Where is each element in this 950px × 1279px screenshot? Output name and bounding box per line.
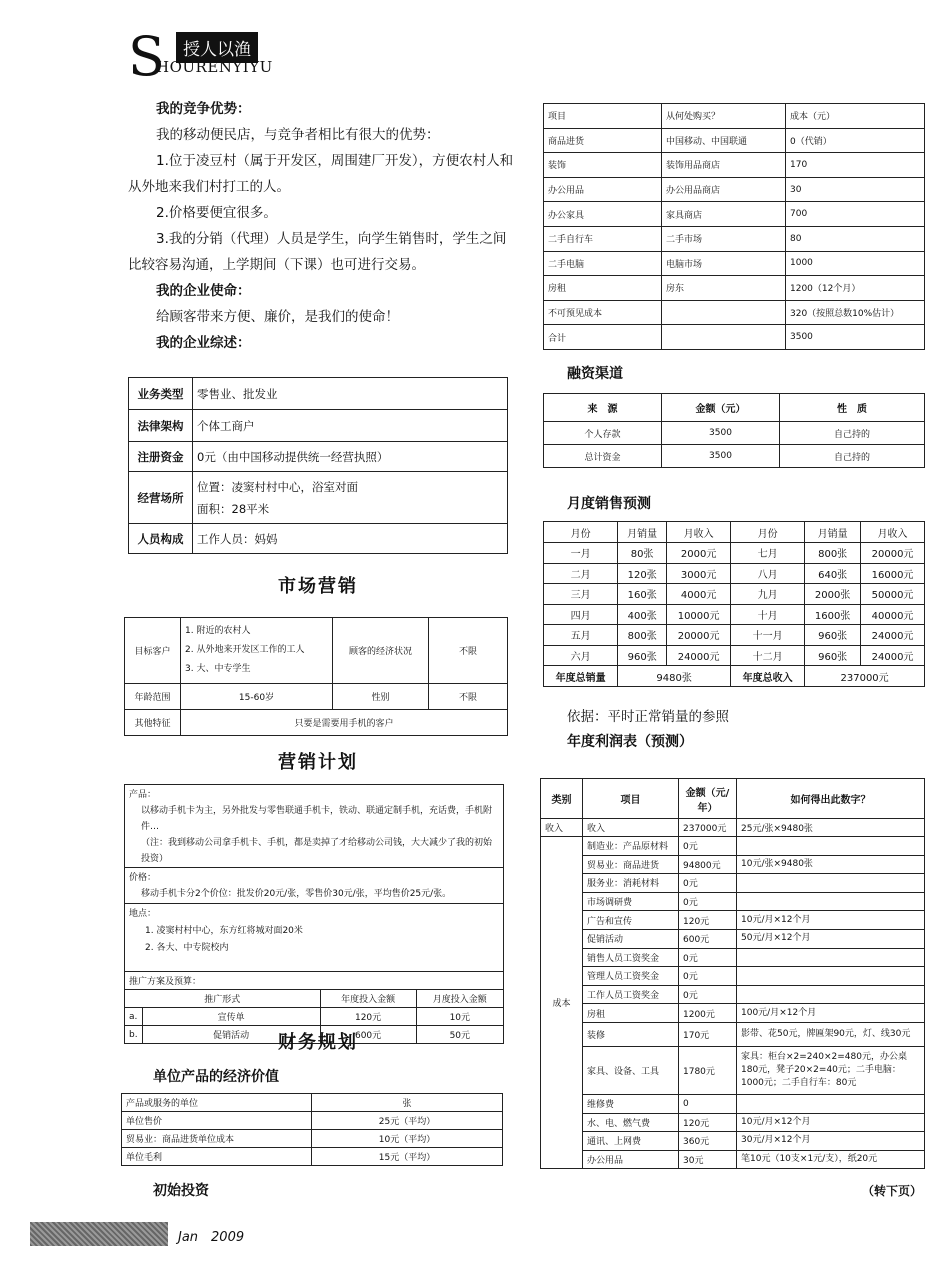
cost-row (541, 855, 925, 874)
sales-cell: 十一月 (731, 625, 805, 646)
sales-cell: 960张 (618, 645, 667, 666)
sales-row (544, 563, 925, 584)
econ-value: 不限 (429, 618, 508, 684)
sales-cell: 2000张 (805, 584, 861, 605)
cost-cell: 600元 (679, 929, 737, 948)
cost-cell: 服务业：消耗材料 (583, 874, 679, 893)
sales-cell: 800张 (805, 543, 861, 564)
sales-cell: 二月 (544, 563, 618, 584)
cost-row (541, 837, 925, 856)
cost-row (541, 1132, 925, 1151)
investment-cell: 30 (786, 177, 925, 202)
unit-label: 单位售价 (122, 1112, 312, 1130)
cost-cell: 1200元 (679, 1004, 737, 1023)
overview-row (129, 472, 508, 524)
sales-header: 月收入 (667, 522, 731, 543)
profit-header: 项目 (583, 779, 679, 819)
cost-cell: 10元/月×12个月 (737, 911, 925, 930)
overview-value (193, 472, 508, 524)
cost-cell: 120元 (679, 911, 737, 930)
overview-value-line: 零售业、批发业 (197, 386, 278, 401)
sales-header: 月销量 (805, 522, 861, 543)
sales-cell: 20000元 (861, 543, 925, 564)
unit-value: 15元（平均） (312, 1148, 503, 1166)
sales-cell: 4000元 (667, 584, 731, 605)
cost-cell (737, 837, 925, 856)
investment-cell: 房东 (662, 276, 786, 301)
investment-cell: 家具商店 (662, 202, 786, 227)
funding-cell: 总计资金 (544, 445, 662, 468)
income-cell: 237000元 (679, 819, 737, 837)
unit-value-title: 单位产品的经济价值 (153, 1069, 279, 1085)
cost-cell (737, 948, 925, 967)
sales-cell: 50000元 (861, 584, 925, 605)
cost-cell: 170元 (679, 1022, 737, 1046)
cost-cell (737, 985, 925, 1004)
promo-label: 推广方案及预算： (125, 972, 504, 990)
cost-cell: 120元 (679, 1113, 737, 1132)
plan-table (124, 784, 504, 1044)
sales-row (544, 625, 925, 646)
cost-cell: 30元 (679, 1150, 737, 1169)
funding-row (544, 422, 925, 445)
cost-cell: 办公用品 (583, 1150, 679, 1169)
overview-value-line: 面积：28平米 (197, 501, 270, 516)
cost-row (541, 1046, 925, 1094)
cost-cell (737, 892, 925, 911)
investment-row (544, 251, 925, 276)
basis-text: 依据：平时正常销量的参照 (567, 709, 729, 725)
cost-cell: 50元/月×12个月 (737, 929, 925, 948)
overview-row (129, 442, 508, 472)
cost-cell: 94800元 (679, 855, 737, 874)
cost-row (541, 1094, 925, 1113)
profit-table (540, 778, 925, 1169)
target-item: 3. 大、中专学生 (185, 664, 251, 674)
sales-cell: 2000元 (667, 543, 731, 564)
sales-header: 月份 (544, 522, 618, 543)
investment-table (543, 103, 925, 350)
unit-label: 贸易业：商品进货单位成本 (122, 1130, 312, 1148)
overview-row (129, 410, 508, 442)
cost-category: 成本 (541, 837, 583, 1169)
product-line-2: （注：我到移动公司拿手机卡、手机，都是卖掉了才给移动公司钱，大大减少了我的初始投资） (141, 838, 493, 864)
investment-cell: 中国移动、中国联通 (662, 128, 786, 153)
plan-product (125, 785, 504, 868)
annual-income-value: 237000元 (805, 666, 925, 687)
investment-cell (662, 325, 786, 350)
intro-section (128, 96, 516, 356)
overview-value (193, 442, 508, 472)
overview-key: 注册资金 (129, 442, 193, 472)
sales-cell: 960张 (805, 625, 861, 646)
sales-cell: 800张 (618, 625, 667, 646)
cost-row (541, 1004, 925, 1023)
cost-cell (737, 1094, 925, 1113)
annual-volume-value: 9480张 (618, 666, 731, 687)
cost-cell: 维修费 (583, 1094, 679, 1113)
place-2: 2. 各大、中专院校内 (145, 943, 229, 953)
unit-label: 单位毛利 (122, 1148, 312, 1166)
unit-value: 张 (312, 1094, 503, 1112)
unit-label: 产品或服务的单位 (122, 1094, 312, 1112)
cost-cell: 通讯、上网费 (583, 1132, 679, 1151)
promo-header: 年度投入金额 (320, 990, 416, 1008)
cost-row (541, 985, 925, 1004)
sales-cell: 三月 (544, 584, 618, 605)
sales-cell: 3000元 (667, 563, 731, 584)
overview-value (193, 410, 508, 442)
unit-value-table (121, 1093, 503, 1166)
target-item: 1. 附近的农村人 (185, 626, 251, 636)
cost-cell: 市场调研费 (583, 892, 679, 911)
sales-title: 月度销售预测 (567, 496, 651, 512)
plan-price (125, 868, 504, 904)
promo-monthly: 10元 (416, 1008, 503, 1026)
cost-cell: 笔10元（10支×1元/支），纸20元 (737, 1150, 925, 1169)
cost-row (541, 1022, 925, 1046)
sales-row (544, 604, 925, 625)
overview-key: 人员构成 (129, 524, 193, 554)
funding-cell: 来 源 (544, 394, 662, 422)
investment-cell: 二手市场 (662, 226, 786, 251)
promo-annual: 120元 (320, 1008, 416, 1026)
sales-header: 月销量 (618, 522, 667, 543)
overview-value (193, 378, 508, 410)
overview-key: 业务类型 (129, 378, 193, 410)
cost-cell: 销售人员工资奖金 (583, 948, 679, 967)
cost-cell: 0元 (679, 874, 737, 893)
unit-row (122, 1094, 503, 1112)
unit-row (122, 1112, 503, 1130)
sales-cell: 20000元 (667, 625, 731, 646)
cost-cell: 360元 (679, 1132, 737, 1151)
cost-cell: 100元/月×12个月 (737, 1004, 925, 1023)
price-text: 移动手机卡分2个价位：批发价20元/张，零售价30元/张，平均售价25元/张。 (141, 889, 452, 899)
investment-row (544, 177, 925, 202)
sales-row (544, 543, 925, 564)
advantage-title: 我的竞争优势： (156, 101, 251, 117)
funding-cell: 自己持的 (780, 422, 925, 445)
cost-row (541, 874, 925, 893)
cost-row (541, 1113, 925, 1132)
funding-cell: 自己持的 (780, 445, 925, 468)
cost-cell: 家具、设备、工具 (583, 1046, 679, 1094)
overview-value-line: 工作人员：妈妈 (197, 531, 278, 546)
sales-cell: 一月 (544, 543, 618, 564)
footer-date: Jan 2009 (178, 1230, 245, 1245)
cost-cell: 制造业：产品原材料 (583, 837, 679, 856)
footer-bar (30, 1222, 168, 1246)
age-value: 15-60岁 (181, 684, 333, 710)
sales-cell: 1600张 (805, 604, 861, 625)
annual-volume-label: 年度总销量 (544, 666, 618, 687)
mission-text: 给顾客带来方便、廉价，是我们的使命！ (156, 309, 399, 325)
investment-cell: 电脑市场 (662, 251, 786, 276)
investment-cell: 装饰用品商店 (662, 153, 786, 178)
investment-row (544, 128, 925, 153)
overview-key: 经营场所 (129, 472, 193, 524)
unit-value: 10元（平均） (312, 1130, 503, 1148)
marketing-heading: 市场营销 (278, 576, 358, 597)
unit-row (122, 1130, 503, 1148)
sales-cell: 24000元 (861, 645, 925, 666)
funding-cell: 金额（元） (662, 394, 780, 422)
investment-cell: 80 (786, 226, 925, 251)
cost-cell: 家具：柜台×2=240×2=480元，办公桌180元，凳子20×2=40元；二手电脑：1000元；二手自行车：80元 (737, 1046, 925, 1094)
cost-row (541, 929, 925, 948)
investment-cell: 房租 (544, 276, 662, 301)
profit-header: 类别 (541, 779, 583, 819)
investment-cell: 项目 (544, 104, 662, 129)
unit-row (122, 1148, 503, 1166)
overview-title: 我的企业综述： (156, 335, 251, 351)
target-item: 2. 从外地来开发区工作的工人 (185, 645, 305, 655)
investment-row (544, 300, 925, 325)
promo-index: b. (125, 1026, 143, 1044)
investment-cell: 二手自行车 (544, 226, 662, 251)
overview-key: 法律架构 (129, 410, 193, 442)
investment-cell: 3500 (786, 325, 925, 350)
sales-cell: 七月 (731, 543, 805, 564)
age-label: 年龄范围 (125, 684, 181, 710)
product-label: 产品： (129, 790, 157, 800)
sales-cell: 十月 (731, 604, 805, 625)
investment-cell: 1000 (786, 251, 925, 276)
funding-row (544, 394, 925, 422)
cost-row (541, 892, 925, 911)
sales-cell: 十二月 (731, 645, 805, 666)
sales-cell: 八月 (731, 563, 805, 584)
investment-row (544, 104, 925, 129)
sales-row (544, 645, 925, 666)
promo-form: 促销活动 (142, 1026, 320, 1044)
investment-cell: 办公用品商店 (662, 177, 786, 202)
cost-cell: 促销活动 (583, 929, 679, 948)
funding-cell: 个人存款 (544, 422, 662, 445)
sales-row (544, 584, 925, 605)
funding-cell: 性 质 (780, 394, 925, 422)
investment-cell: 170 (786, 153, 925, 178)
advantage-1: 1.位于凌豆村（属于开发区，周围建厂开发），方便农村人和从外地来我们村打工的人。 (128, 153, 514, 195)
market-table (124, 617, 508, 736)
finance-heading: 财务规划 (278, 1032, 358, 1053)
investment-row (544, 202, 925, 227)
sales-cell: 160张 (618, 584, 667, 605)
investment-cell: 合计 (544, 325, 662, 350)
promo-monthly: 50元 (416, 1026, 503, 1044)
funding-row (544, 445, 925, 468)
funding-table (543, 393, 925, 468)
investment-cell: 成本（元） (786, 104, 925, 129)
sales-table (543, 521, 925, 687)
cost-row (541, 948, 925, 967)
sales-cell: 640张 (805, 563, 861, 584)
cost-row (541, 1150, 925, 1169)
funding-cell: 3500 (662, 422, 780, 445)
plan-place (125, 904, 504, 972)
cost-cell: 工作人员工资奖金 (583, 985, 679, 1004)
other-value: 只要是需要用手机的客户 (181, 710, 508, 736)
continue-note: （转下页） (862, 1184, 923, 1198)
sales-cell: 960张 (805, 645, 861, 666)
overview-row (129, 378, 508, 410)
cost-cell (737, 874, 925, 893)
promo-header: 月度投入金额 (416, 990, 503, 1008)
sales-cell: 80张 (618, 543, 667, 564)
annual-income-label: 年度总收入 (731, 666, 805, 687)
investment-cell: 不可预见成本 (544, 300, 662, 325)
cost-cell: 1780元 (679, 1046, 737, 1094)
sales-cell: 16000元 (861, 563, 925, 584)
initial-investment-title: 初始投资 (153, 1183, 209, 1199)
sales-cell: 四月 (544, 604, 618, 625)
investment-cell: 装饰 (544, 153, 662, 178)
profit-header: 如何得出此数字？ (737, 779, 925, 819)
funding-title: 融资渠道 (567, 366, 623, 382)
other-label: 其他特征 (125, 710, 181, 736)
investment-cell: 1200（12个月） (786, 276, 925, 301)
cost-row (541, 967, 925, 986)
profit-header: 金额（元/年） (679, 779, 737, 819)
plan-heading: 营销计划 (278, 752, 358, 773)
overview-table (128, 377, 508, 554)
sales-cell: 五月 (544, 625, 618, 646)
overview-row (129, 524, 508, 554)
gender-label: 性别 (333, 684, 429, 710)
funding-cell: 3500 (662, 445, 780, 468)
sales-cell: 24000元 (667, 645, 731, 666)
cost-cell: 房租 (583, 1004, 679, 1023)
cost-cell: 水、电、燃气费 (583, 1113, 679, 1132)
logo-letter: S (128, 25, 165, 88)
logo-box-text: 授人以渔 (176, 32, 258, 63)
advantage-intro: 我的移动便民店，与竞争者相比有很大的优势： (156, 127, 440, 143)
sales-header: 月收入 (861, 522, 925, 543)
cost-cell: 装修 (583, 1022, 679, 1046)
income-cell: 25元/张×9480张 (737, 819, 925, 837)
cost-cell (737, 967, 925, 986)
cost-cell: 0 (679, 1094, 737, 1113)
cost-cell: 10元/月×12个月 (737, 1113, 925, 1132)
sales-cell: 400张 (618, 604, 667, 625)
promo-index: a. (125, 1008, 143, 1026)
sales-total-row (544, 666, 925, 687)
cost-cell: 贸易业：商品进货 (583, 855, 679, 874)
investment-row (544, 153, 925, 178)
econ-label: 顾客的经济状况 (333, 618, 429, 684)
cost-cell: 0元 (679, 948, 737, 967)
investment-cell: 0（代销） (786, 128, 925, 153)
overview-value (193, 524, 508, 554)
investment-cell: 二手电脑 (544, 251, 662, 276)
sales-cell: 24000元 (861, 625, 925, 646)
cost-cell: 广告和宣传 (583, 911, 679, 930)
investment-row (544, 276, 925, 301)
sales-cell: 40000元 (861, 604, 925, 625)
sales-header: 月份 (731, 522, 805, 543)
target-label: 目标客户 (125, 618, 181, 684)
place-label: 地点： (129, 909, 157, 919)
income-cell: 收入 (541, 819, 583, 837)
sales-cell: 120张 (618, 563, 667, 584)
promo-form: 宣传单 (142, 1008, 320, 1026)
advantage-3: 3.我的分销（代理）人员是学生，向学生销售时，学生之间比较容易沟通，上学期间（下课）也可进行交易。 (128, 231, 507, 273)
cost-cell: 0元 (679, 985, 737, 1004)
investment-cell: 商品进货 (544, 128, 662, 153)
product-line-1: 以移动手机卡为主，另外批发与零售联通手机卡，铁动、联通定制手机，充话费，手机附件… (141, 806, 493, 832)
cost-cell: 影带、花50元，牌匾架90元，灯、线30元 (737, 1022, 925, 1046)
cost-cell: 0元 (679, 892, 737, 911)
promo-annual: 600元 (320, 1026, 416, 1044)
unit-value: 25元（平均） (312, 1112, 503, 1130)
sales-cell: 九月 (731, 584, 805, 605)
cost-cell: 0元 (679, 967, 737, 986)
sales-cell: 10000元 (667, 604, 731, 625)
cost-cell: 0元 (679, 837, 737, 856)
place-1: 1. 凌窦村村中心，东方红将城对面20米 (145, 926, 303, 936)
target-list (181, 618, 333, 684)
promo-header: 推广形式 (125, 990, 321, 1008)
advantage-2: 2.价格要便宜很多。 (156, 205, 277, 221)
overview-value-line: 0元（由中国移动提供统一经营执照） (197, 449, 389, 464)
income-row (541, 819, 925, 837)
overview-value-line: 个体工商户 (197, 418, 255, 433)
logo-subtitle: HOURENYIYU (156, 58, 273, 76)
investment-cell: 700 (786, 202, 925, 227)
investment-cell: 办公家具 (544, 202, 662, 227)
sales-cell: 六月 (544, 645, 618, 666)
profit-header-row (541, 779, 925, 819)
price-label: 价格： (129, 873, 157, 883)
investment-cell: 从何处购买？ (662, 104, 786, 129)
cost-cell: 30元/月×12个月 (737, 1132, 925, 1151)
cost-row (541, 911, 925, 930)
overview-value-line: 位置：凌窦村村中心，浴室对面 (197, 479, 358, 494)
investment-cell: 办公用品 (544, 177, 662, 202)
investment-cell: 320（按照总数10%估计） (786, 300, 925, 325)
mission-title: 我的企业使命： (156, 283, 251, 299)
investment-row (544, 325, 925, 350)
investment-row (544, 226, 925, 251)
gender-value: 不限 (429, 684, 508, 710)
profit-title: 年度利润表（预测） (567, 734, 693, 750)
sales-header-row (544, 522, 925, 543)
investment-cell (662, 300, 786, 325)
income-cell: 收入 (583, 819, 679, 837)
cost-cell: 10元/张×9480张 (737, 855, 925, 874)
cost-cell: 管理人员工资奖金 (583, 967, 679, 986)
